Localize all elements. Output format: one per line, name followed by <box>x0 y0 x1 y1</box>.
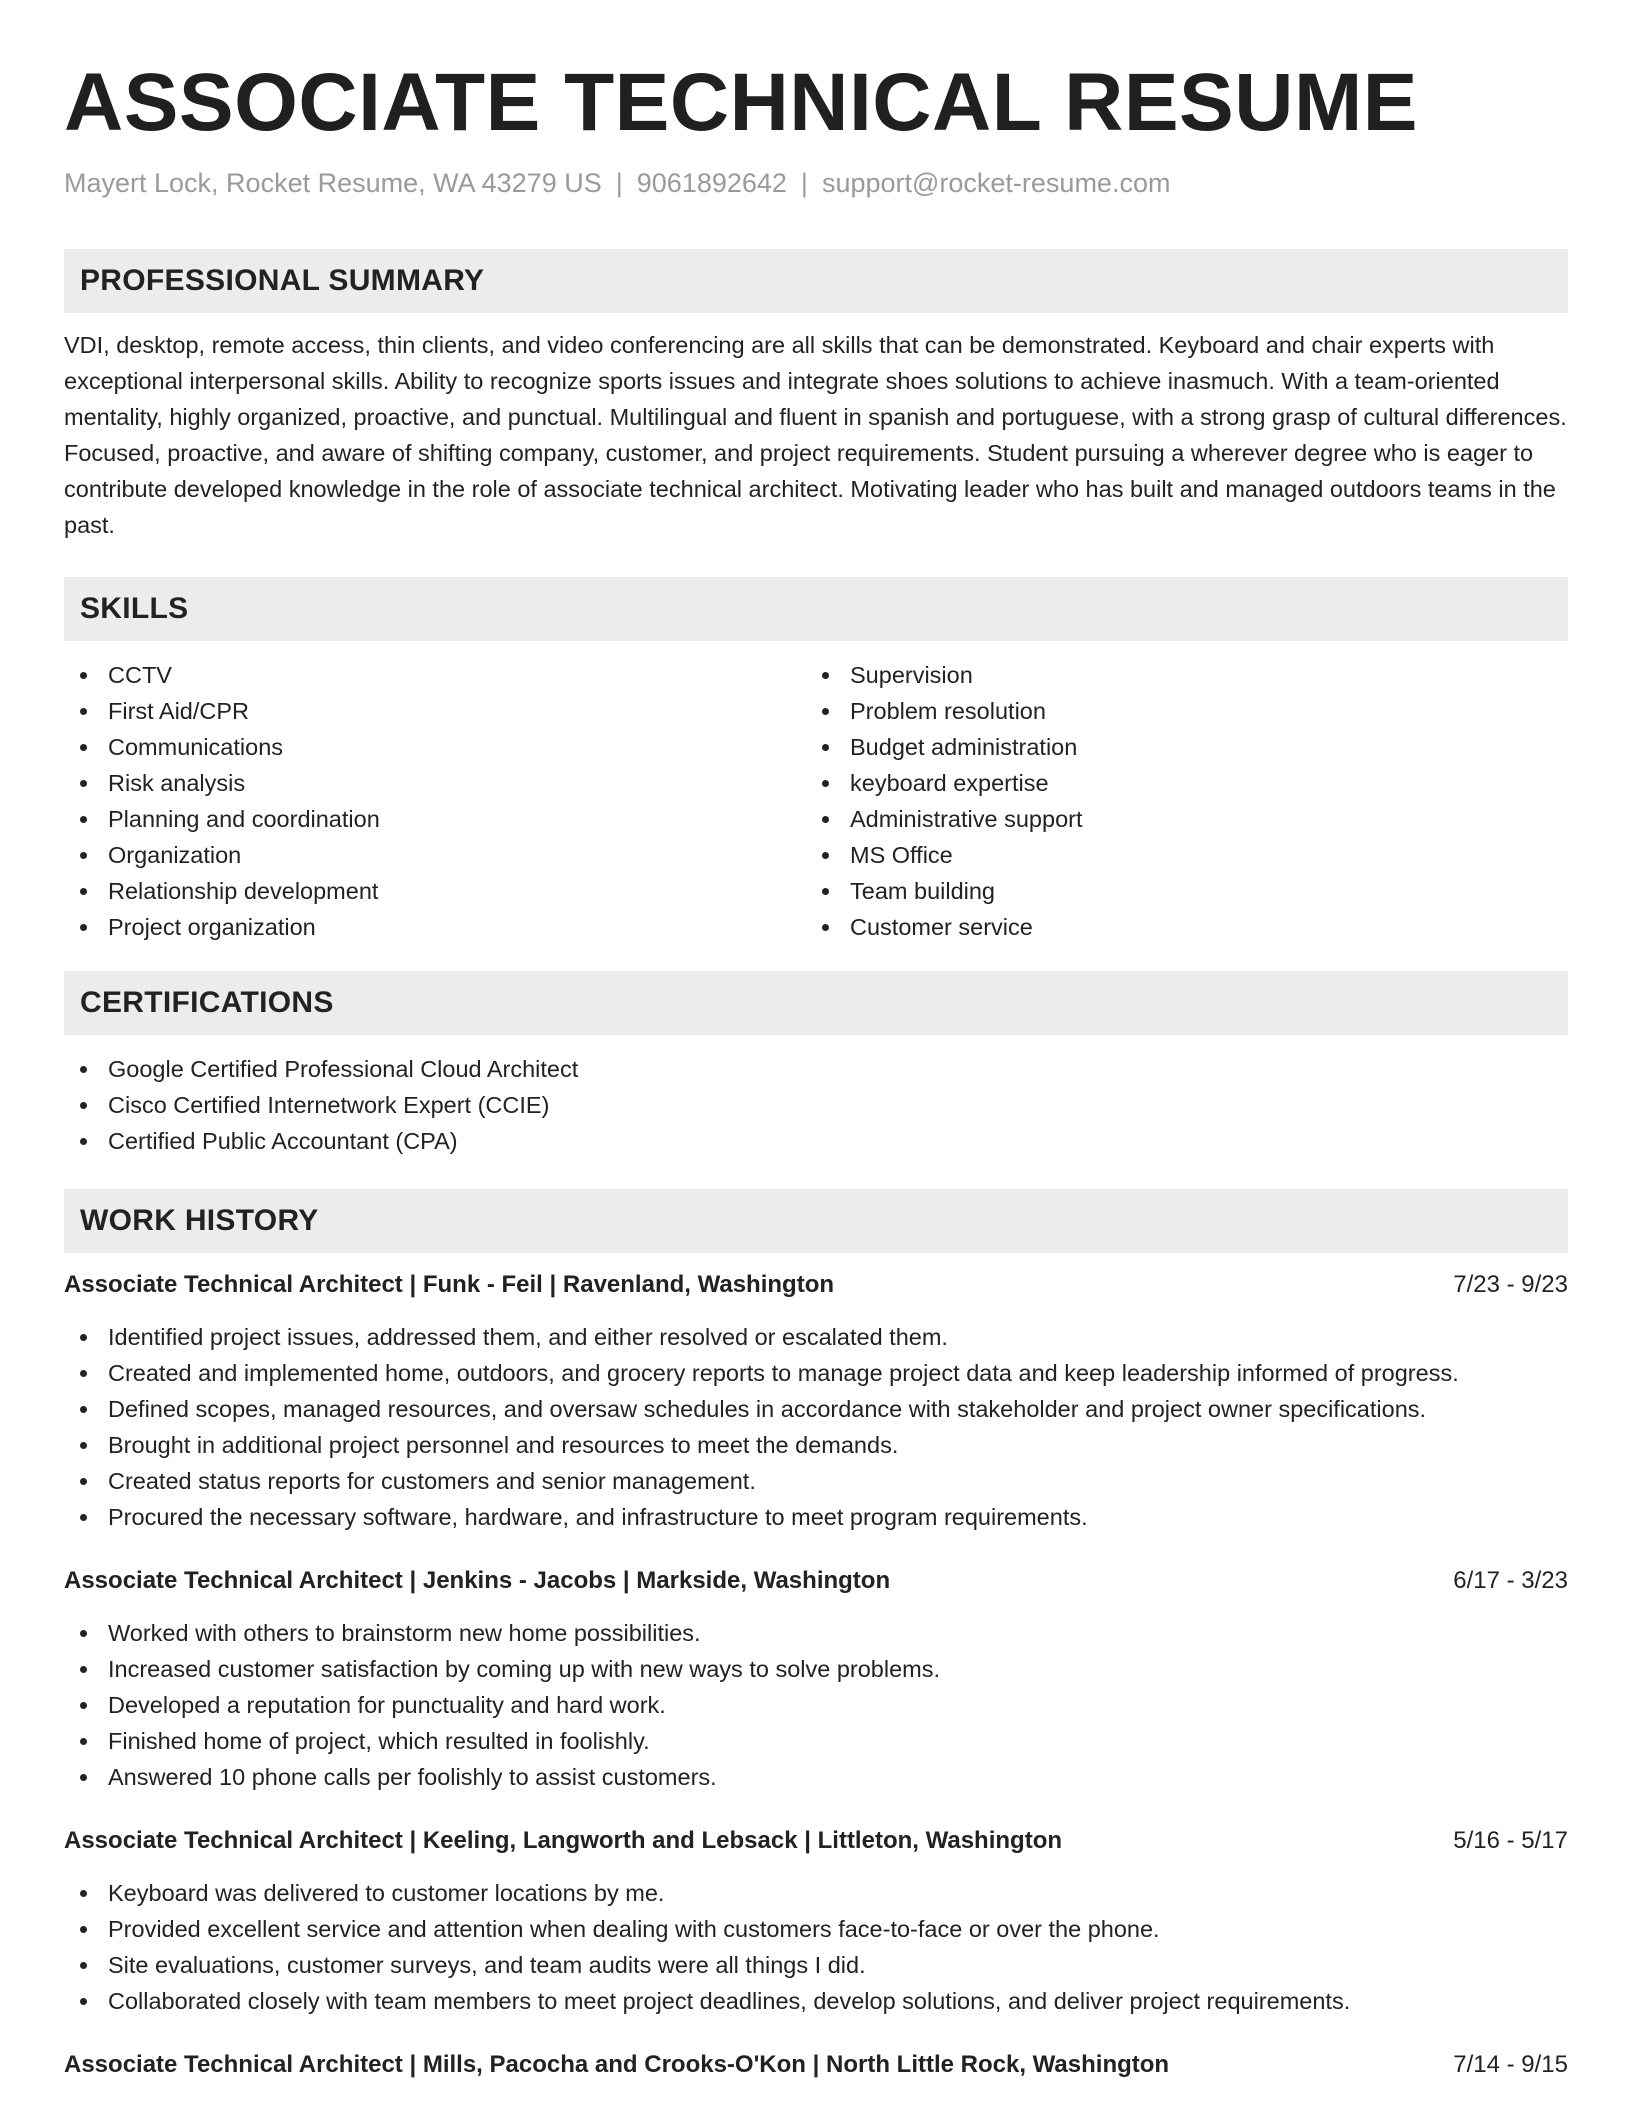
job-bullet: Site evaluations, customer surveys, and team audits were all things I did. <box>64 1947 1568 1983</box>
job-bullet: Keyboard was delivered to customer locations by me. <box>64 1875 1568 1911</box>
job-bullets <box>64 1875 1568 2019</box>
contact-separator: | <box>800 168 808 198</box>
resume-title: ASSOCIATE TECHNICAL RESUME <box>64 57 1418 148</box>
job-bullet: Finished home of project, which resulted in foolishly. <box>64 1723 1568 1759</box>
job-bullet: Worked with others to brainstorm new home possibilities. <box>64 1615 1568 1651</box>
job-dates: 7/14 - 9/15 <box>1453 2051 1568 2078</box>
job-entry <box>64 2047 1568 2083</box>
job-bullet: Created status reports for customers and senior management. <box>64 1463 1568 1499</box>
job-bullet: Collaborated closely with team members to meet project deadlines, develop solutions, and deliver project requirements. <box>64 1983 1568 2019</box>
skill-item: Risk analysis <box>64 765 806 801</box>
summary-heading: PROFESSIONAL SUMMARY <box>64 249 1568 313</box>
work-section <box>64 1189 1568 2083</box>
job-bullets <box>64 1319 1568 1535</box>
job-header <box>64 2047 1568 2083</box>
skill-item: Problem resolution <box>806 693 1548 729</box>
skill-item: Budget administration <box>806 729 1548 765</box>
job-bullet: Procured the necessary software, hardware, and infrastructure to meet program requirements. <box>64 1499 1568 1535</box>
skills-left-list <box>64 657 806 945</box>
certifications-heading: CERTIFICATIONS <box>64 971 1568 1035</box>
job-bullet: Increased customer satisfaction by coming up with new ways to solve problems. <box>64 1651 1568 1687</box>
job-entry <box>64 1563 1568 1795</box>
skill-item: Planning and coordination <box>64 801 806 837</box>
job-title: Associate Technical Architect | Jenkins - Jacobs | Markside, Washington <box>64 1567 891 1594</box>
certification-item: Google Certified Professional Cloud Architect <box>64 1051 1568 1087</box>
skills-heading: SKILLS <box>64 577 1568 641</box>
work-heading: WORK HISTORY <box>64 1189 1568 1253</box>
resume-page <box>64 0 1568 2083</box>
skill-item: Supervision <box>806 657 1548 693</box>
job-entry <box>64 1267 1568 1535</box>
certification-item: Certified Public Accountant (CPA) <box>64 1123 1568 1159</box>
skills-grid <box>64 657 1568 945</box>
job-title: Associate Technical Architect | Mills, Pacocha and Crooks-O'Kon | North Little Rock, Washington <box>64 2051 1170 2078</box>
skill-item: keyboard expertise <box>806 765 1548 801</box>
skill-item: First Aid/CPR <box>64 693 806 729</box>
job-header <box>64 1267 1568 1303</box>
job-bullet: Answered 10 phone calls per foolishly to assist customers. <box>64 1759 1568 1795</box>
job-bullet: Developed a reputation for punctuality and hard work. <box>64 1687 1568 1723</box>
job-dates: 6/17 - 3/23 <box>1453 1567 1568 1594</box>
job-header <box>64 1563 1568 1599</box>
contact-line <box>64 170 1568 197</box>
skill-item: MS Office <box>806 837 1548 873</box>
job-dates: 5/16 - 5/17 <box>1453 1827 1568 1854</box>
job-bullet: Defined scopes, managed resources, and oversaw schedules in accordance with stakeholder and project owner specifications. <box>64 1391 1568 1427</box>
skill-item: Organization <box>64 837 806 873</box>
certifications-section <box>64 971 1568 1159</box>
job-title: Associate Technical Architect | Keeling, Langworth and Lebsack | Littleton, Washington <box>64 1827 1063 1854</box>
job-bullets <box>64 1615 1568 1795</box>
job-bullet: Provided excellent service and attention when dealing with customers face-to-face or over the phone. <box>64 1911 1568 1947</box>
skill-item: Administrative support <box>806 801 1548 837</box>
job-title: Associate Technical Architect | Funk - Feil | Ravenland, Washington <box>64 1271 835 1298</box>
skills-section <box>64 577 1568 945</box>
certification-item: Cisco Certified Internetwork Expert (CCIE) <box>64 1087 1568 1123</box>
job-bullet: Created and implemented home, outdoors, and grocery reports to manage project data and keep leadership informed of progress. <box>64 1355 1568 1391</box>
summary-text: VDI, desktop, remote access, thin clients, and video conferencing are all skills that can be demonstrated. Keyboard and chair experts with exceptional interpersonal skills. Ability to recognize sports issues and integrate shoes solutions to achieve inasmuch. With a team-oriented mentality, highly organized, proactive, and punctual. Multilingual and fluent in spanish and portuguese, with a strong grasp of cultural differences. Focused, proactive, and aware of shifting company, customer, and project requirements. Student pursuing a wherever degree who is eager to contribute developed knowledge in the role of associate technical architect. Motivating leader who has built and managed outdoors teams in the past. <box>64 332 1567 538</box>
job-bullet: Identified project issues, addressed them, and either resolved or escalated them. <box>64 1319 1568 1355</box>
skill-item: Project organization <box>64 909 806 945</box>
contact-email: support@rocket-resume.com <box>821 168 1171 198</box>
summary-section <box>64 249 1568 543</box>
skill-item: Team building <box>806 873 1548 909</box>
job-header <box>64 1823 1568 1859</box>
contact-separator: | <box>615 168 623 198</box>
work-jobs <box>64 1267 1568 2083</box>
skill-item: Customer service <box>806 909 1548 945</box>
contact-address: Mayert Lock, Rocket Resume, WA 43279 US <box>64 168 602 198</box>
skill-item: Relationship development <box>64 873 806 909</box>
job-bullet: Brought in additional project personnel and resources to meet the demands. <box>64 1427 1568 1463</box>
skill-item: CCTV <box>64 657 806 693</box>
job-entry <box>64 1823 1568 2019</box>
skill-item: Communications <box>64 729 806 765</box>
job-dates: 7/23 - 9/23 <box>1453 1271 1568 1298</box>
contact-phone: 9061892642 <box>636 168 787 198</box>
skills-right-list <box>806 657 1548 945</box>
certifications-list <box>64 1051 1568 1159</box>
